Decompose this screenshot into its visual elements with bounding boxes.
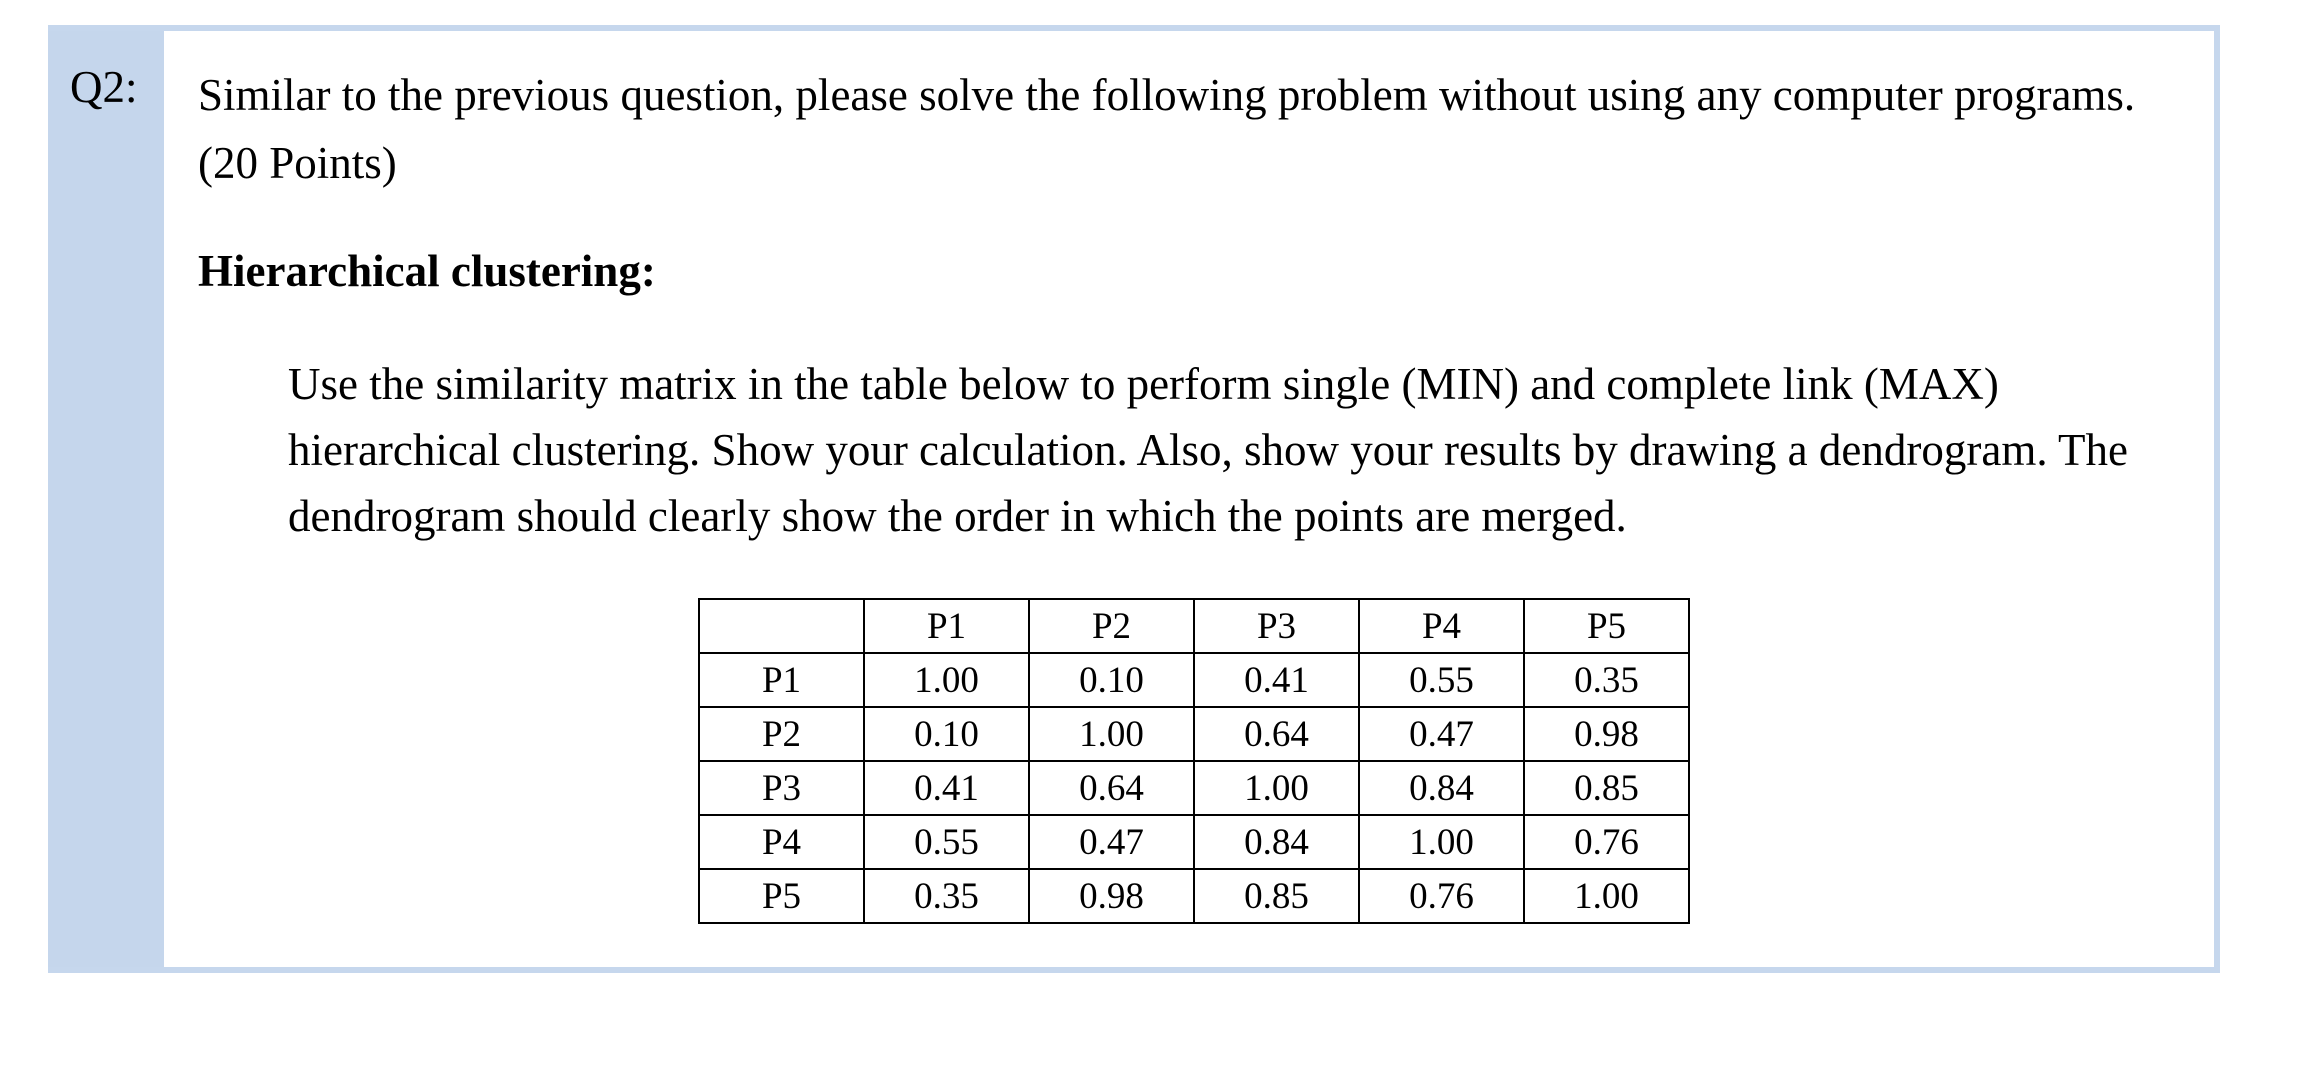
row-header-p1: P1 [699,653,864,707]
question-instruction: Use the similarity matrix in the table below to perform single (MIN) and complete link (MAX) hierarchical clustering. Show your calculation. Also, show your results by drawing a dendrogram. The dendrogram should clearly show the order in which the points are merged. [288,359,2128,541]
matrix-cell: 1.00 [1524,869,1689,923]
row-header-p2: P2 [699,707,864,761]
matrix-cell: 0.55 [864,815,1029,869]
question-number: Q2: [70,62,138,112]
matrix-cell: 0.55 [1359,653,1524,707]
matrix-cell: 0.98 [1524,707,1689,761]
matrix-cell: 1.00 [1194,761,1359,815]
column-header-p5: P5 [1524,599,1689,653]
matrix-cell: 1.00 [864,653,1029,707]
table-row [699,815,1689,869]
matrix-cell: 0.10 [1029,653,1194,707]
matrix-cell: 0.41 [864,761,1029,815]
row-header-p4: P4 [699,815,864,869]
table-header-row [699,599,1689,653]
matrix-cell: 0.35 [864,869,1029,923]
table-row [699,869,1689,923]
column-header-p3: P3 [1194,599,1359,653]
table-corner-cell [699,599,864,653]
table-row [699,761,1689,815]
matrix-cell: 1.00 [1029,707,1194,761]
similarity-matrix-table [698,598,1690,924]
matrix-cell: 0.35 [1524,653,1689,707]
matrix-cell: 0.10 [864,707,1029,761]
matrix-cell: 0.47 [1029,815,1194,869]
table-row [699,653,1689,707]
question-card [48,25,2220,973]
question-content [198,61,2174,549]
column-header-p1: P1 [864,599,1029,653]
matrix-cell: 0.85 [1194,869,1359,923]
column-header-p4: P4 [1359,599,1524,653]
matrix-cell: 0.76 [1524,815,1689,869]
column-header-p2: P2 [1029,599,1194,653]
matrix-cell: 0.76 [1359,869,1524,923]
table-row [699,707,1689,761]
matrix-cell: 0.85 [1524,761,1689,815]
matrix-cell: 0.41 [1194,653,1359,707]
matrix-cell: 0.84 [1194,815,1359,869]
matrix-cell: 0.98 [1029,869,1194,923]
section-heading: Hierarchical clustering: [198,246,656,296]
matrix-cell: 1.00 [1359,815,1524,869]
matrix-cell: 0.64 [1194,707,1359,761]
row-header-p5: P5 [699,869,864,923]
row-header-p3: P3 [699,761,864,815]
matrix-cell: 0.84 [1359,761,1524,815]
matrix-cell: 0.47 [1359,707,1524,761]
question-intro: Similar to the previous question, please solve the following problem without using any computer programs. (20 Points) [198,70,2136,188]
question-label-column [48,31,164,967]
matrix-cell: 0.64 [1029,761,1194,815]
